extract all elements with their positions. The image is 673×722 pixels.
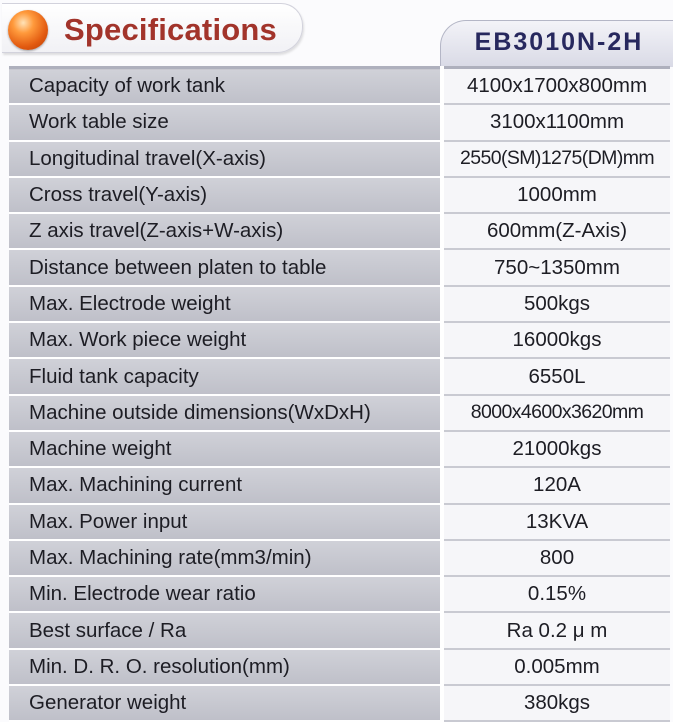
spec-label: Max. Electrode weight <box>9 286 442 322</box>
table-row <box>9 286 670 322</box>
spec-label: Fluid tank capacity <box>9 358 442 394</box>
spec-label: Max. Machining current <box>9 467 442 503</box>
table-row <box>9 177 670 213</box>
spec-label: Machine outside dimensions(WxDxH) <box>9 395 442 431</box>
spec-value: 750~1350mm <box>442 249 670 285</box>
spec-value: 4100x1700x800mm <box>442 68 670 105</box>
spec-value: 500kgs <box>442 286 670 322</box>
table-row <box>9 249 670 285</box>
spec-value: 8000x4600x3620mm <box>442 395 670 431</box>
table-row <box>9 141 670 177</box>
table-row <box>9 104 670 140</box>
table-row <box>9 395 670 431</box>
spec-value: Ra 0.2 μ m <box>442 612 670 648</box>
table-row <box>9 540 670 576</box>
spec-label: Max. Power input <box>9 504 442 540</box>
table-row <box>9 213 670 249</box>
table-row <box>9 612 670 648</box>
spec-label: Cross travel(Y-axis) <box>9 177 442 213</box>
spec-label: Min. D. R. O. resolution(mm) <box>9 649 442 685</box>
spec-value: 13KVA <box>442 504 670 540</box>
orange-orb-icon <box>8 10 48 50</box>
spec-value: 800 <box>442 540 670 576</box>
table-row <box>9 431 670 467</box>
table-row <box>9 576 670 612</box>
table-row <box>9 322 670 358</box>
spec-label: Longitudinal travel(X-axis) <box>9 141 442 177</box>
table-row <box>9 358 670 394</box>
spec-label: Best surface / Ra <box>9 612 442 648</box>
spec-label: Max. Work piece weight <box>9 322 442 358</box>
model-name: EB3010N-2H <box>474 28 644 56</box>
spec-value: 600mm(Z-Axis) <box>442 213 670 249</box>
spec-label: Work table size <box>9 104 442 140</box>
spec-value: 120A <box>442 467 670 503</box>
spec-label: Min. Electrode wear ratio <box>9 576 442 612</box>
title-tab <box>2 3 303 53</box>
spec-value: 2550(SM)1275(DM)mm <box>442 141 670 177</box>
spec-value: 21000kgs <box>442 431 670 467</box>
table-row <box>9 504 670 540</box>
specifications-table <box>9 66 670 722</box>
spec-value: 0.15% <box>442 576 670 612</box>
table-row <box>9 649 670 685</box>
spec-label: Z axis travel(Z-axis+W-axis) <box>9 213 442 249</box>
spec-label: Distance between platen to table <box>9 249 442 285</box>
table-row <box>9 467 670 503</box>
spec-label: Max. Machining rate(mm3/min) <box>9 540 442 576</box>
table-row <box>9 68 670 105</box>
spec-value: 1000mm <box>442 177 670 213</box>
spec-value: 6550L <box>442 358 670 394</box>
spec-value: 16000kgs <box>442 322 670 358</box>
spec-value: 3100x1100mm <box>442 104 670 140</box>
spec-label: Generator weight <box>9 685 442 721</box>
page-title: Specifications <box>64 12 277 47</box>
spec-value: 380kgs <box>442 685 670 721</box>
spec-label: Machine weight <box>9 431 442 467</box>
spec-value: 0.005mm <box>442 649 670 685</box>
page-header <box>0 0 673 66</box>
spec-label: Capacity of work tank <box>9 68 442 105</box>
